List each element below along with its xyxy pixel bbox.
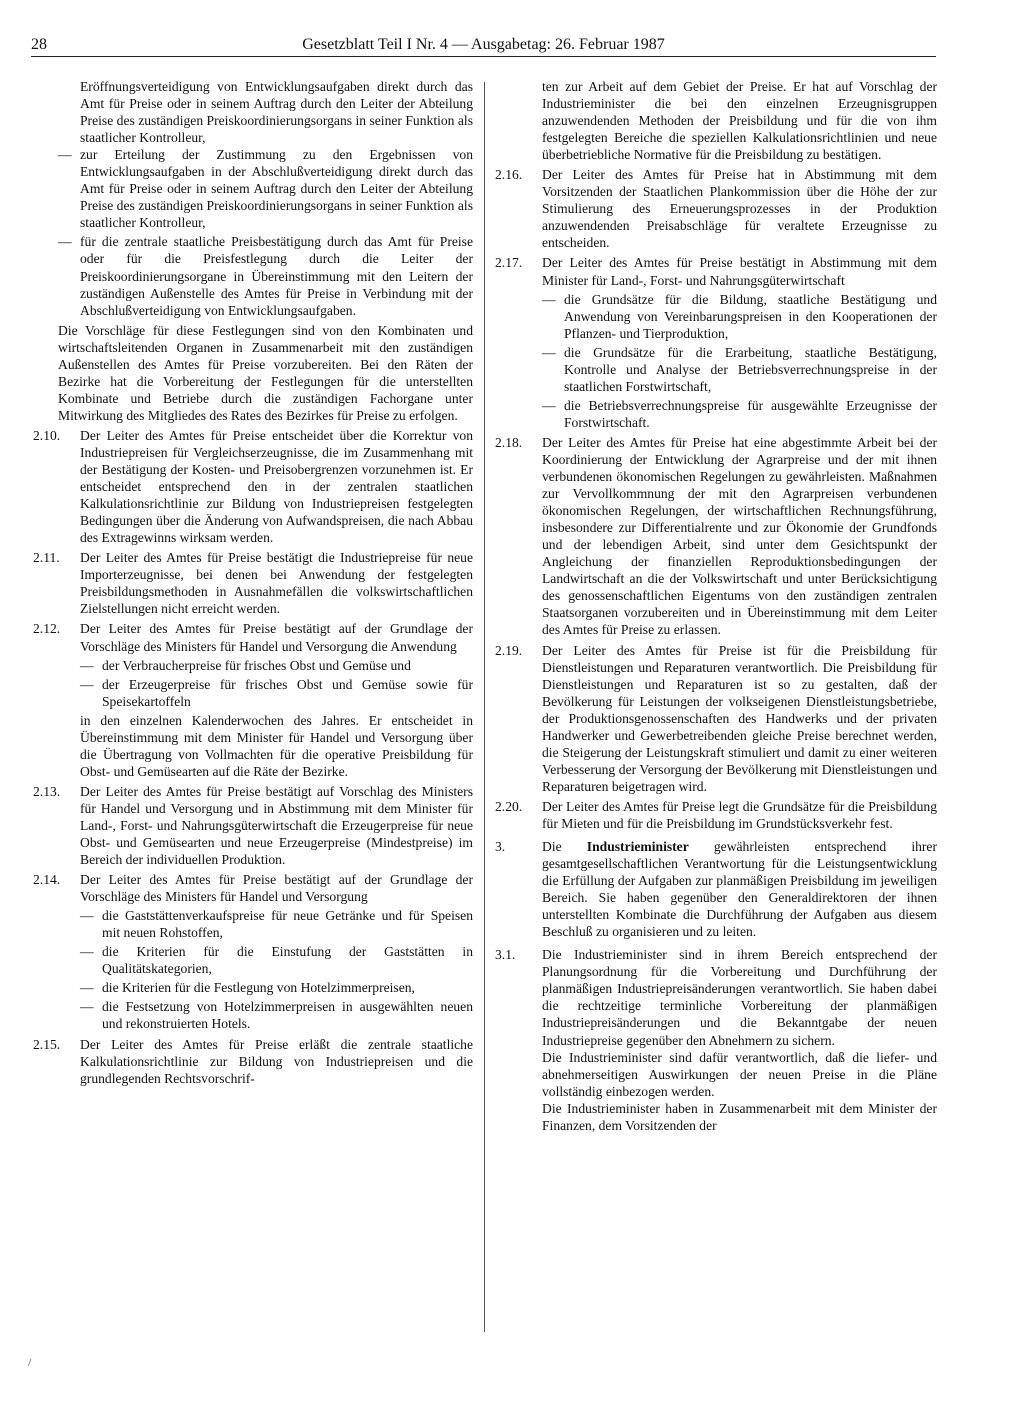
section-text: Der Leiter des Amtes für Preise legt die Grundsätze für die Preisbildung für Mieten und für die Preisbildung im Grundstücksverkehr fest. [542, 798, 937, 831]
section-text: Der Leiter des Amtes für Preise bestätigt in Abstimmung mit dem Minister für Land-, Forst- und Nahrungsgüterwirtschaft [542, 255, 937, 288]
list-item: — die Gaststättenverkaufspreise für neue Getränke und für Speisen mit neuen Rohstoffen, [80, 907, 473, 941]
intro-dash-list [33, 146, 473, 318]
section-2-17 [495, 254, 937, 430]
section-lead: Die [542, 839, 562, 855]
section-2-10 [33, 427, 473, 546]
section-number: 2.11. [33, 550, 60, 566]
section-number: 2.19. [495, 642, 523, 658]
paragraph-intro [33, 78, 473, 146]
section-body: gewährleisten entsprechend ihrer gesamtgesellschaftlichen Verantwortung für die Leistungsentwicklung die Erfüllung der Aufgaben zur planmäßigen Preisbildung im jeweiligen Bereich. Sie haben gegenüber den Generaldirektoren der ihnen unterstellten Kombinate die Durchführung der Aufgaben aus diesem Beschluß zu organisieren und zu leiten. [542, 839, 937, 940]
section-2-11 [33, 549, 473, 617]
section-number: 2.20. [495, 798, 523, 814]
section-text: Der Leiter des Amtes für Preise erläßt die zentrale staatliche Kalkulationsrichtlinie zur Bildung von Industriepreisen und die grundlegenden Rechtsvorschrif- [80, 1036, 473, 1086]
list-item: — die Kriterien für die Festlegung von Hotelzimmerpreisen, [80, 979, 473, 996]
list-item: — die Grundsätze für die Erarbeitung, staatliche Bestätigung, Kontrolle und Analyse der Betriebsverrechnungspreise in der staatlichen Forstwirtschaft, [542, 344, 937, 395]
section-text: Der Leiter des Amtes für Preise bestätigt auf der Grundlage der Vorschläge des Ministers für Handel und Versorgung die Anwendung [80, 621, 473, 654]
section-number: 2.14. [33, 872, 61, 888]
section-text: Der Leiter des Amtes für Preise ist für die Preisbildung für Dienstleistungen und Reparaturen verantwortlich. Die Preisbildung für Dienstleistungen und Reparaturen ist so zu gestalten, daß der Bevölkerung für Leistungen der volkseigenen Dienstleistungsbetriebe, der Produktionsgenossenschaften des Handwerks und der privaten Handwerker und Gewerbetreibenden gleiche Preise berechnet werden, die Steigerung der Leistungskraft stimuliert und damit zu einer weiteren Verbesserung der Versorgung der Bevölkerung mit Dienstleistungen und Reparaturen beigetragen wird. [542, 642, 937, 794]
section-2-16 [495, 166, 937, 251]
paragraph-text: Eröffnungsverteidigung von Entwicklungsaufgaben direkt durch das Amt für Preise oder in seinem Auftrag durch den Leiter der Abteilung Preise des zuständigen Preiskoordinierungsorgans in seiner Funktion als staatlicher Kontrolleur, [80, 79, 473, 146]
list-item: — der Erzeugerpreise für frisches Obst und Gemüse sowie für Speisekartoffeln [80, 676, 473, 710]
section-keyword: Industrieminister [586, 839, 689, 855]
section-text: Der Leiter des Amtes für Preise hat eine abgestimmte Arbeit bei der Koordinierung der Entwicklung der Agrarpreise und der mit ihnen verbundenen ökonomischen Regelungen zu gewährleisten. Maßnahmen zur Vervollkommnung der mit den Agrarpreisen verbundenen ökonomischen Regelungen, der wirtschaftlichen Rechnungsführung, insbesondere zur Differentialrente und zur Ökonomie der Grundfonds und der lebendigen Arbeit, sind unter dem Gesichtspunkt der Angleichung der finanziellen Reproduktionsbedingungen der Landwirtschaft an die der Volkswirtschaft und unter Berücksichtigung des genossenschaftlichen Eigentums von den zuständigen zentralen Staatsorganen vorzubereiten und in Übereinstimmung mit dem Leiter des Amtes für Preise zu erlassen. [542, 434, 937, 638]
section-2-12 [33, 620, 473, 779]
section-text: Der Leiter des Amtes für Preise bestätigt auf Vorschlag des Ministers für Handel und Versorgung und in Abstimmung mit dem Minister für Land-, Forst- und Nahrungsgüterwirtschaft die Erzeugerpreise für neue Obst- und Gemüsearten und neue Erzeugerpreise (Mindestpreise) im Bereich der individuellen Produktion. [80, 783, 473, 868]
section-2-13 [33, 783, 473, 868]
header-title: Gesetzblatt Teil I Nr. 4 — Ausgabetag: 26. Februar 1987 [302, 36, 665, 53]
section-2-19 [495, 642, 937, 795]
left-column [33, 78, 473, 1087]
section-2-20 [495, 798, 937, 832]
list-item: — zur Erteilung der Zustimmung zu den Ergebnissen von Entwicklungsaufgaben in der Abschlußverteidigung direkt durch das Amt für Preise oder in seinem Auftrag durch den Leiter der Abteilung Preise des zuständigen Preiskoordinierungsorgans in seiner Funktion als staatlicher Kontrolleur, [58, 146, 473, 231]
section-number: 2.15. [33, 1036, 61, 1052]
section-2-18 [495, 434, 937, 639]
list-item: — die Grundsätze für die Bildung, staatliche Bestätigung und Anwendung von Vereinbarungspreisen in den Kooperationen der Pflanzen- und Tierproduktion, [542, 291, 937, 342]
section-text: Der Leiter des Amtes für Preise entscheidet über die Korrektur von Industriepreisen für Vergleichserzeugnisse, die im Zusammenhang mit der Bestätigung der Kosten- und Preisobergrenzen vorzunehmen ist. Er entscheidet entsprechend den in der zentralen staatlichen Kalkulationsrichtlinie zur Bildung von Industriepreisen festgelegten Bedingungen über die Änderung von Aufwandspreisen, die nach Abbau des Extragewinns wirksam werden. [80, 427, 473, 546]
section-text: Der Leiter des Amtes für Preise bestätigt auf der Grundlage der Vorschläge des Ministers für Handel und Versorgung [80, 872, 473, 905]
section-number: 2.18. [495, 434, 523, 450]
section-number: 2.10. [33, 427, 61, 443]
section-number: 3. [495, 839, 506, 855]
page-header [31, 34, 936, 57]
list-item: — die Betriebsverrechnungspreise für ausgewählte Erzeugnisse der Forstwirtschaft. [542, 397, 937, 431]
section-text-continued: Die Industrieminister haben in Zusammenarbeit mit dem Minister der Finanzen, dem Vorsitzenden der [542, 1100, 937, 1133]
section-text: Die Industrieminister sind in ihrem Bereich entsprechend der Planungsordnung für die Vorbereitung und Durchführung der planmäßigen Industriepreisänderungen verantwortlich. Sie haben dabei die rechtzeitige terminliche Vorbereitung der planmäßigen Industriepreisänderungen und die Bekanntgabe der neuen Industriepreise gegenüber den Abnehmern zu sichern. [542, 947, 937, 1048]
column-divider [484, 82, 485, 1332]
paragraph-proposals [33, 322, 473, 424]
section-2-15 [33, 1036, 473, 1087]
section-text-continued: ten zur Arbeit auf dem Gebiet der Preise. Er hat auf Vorschlag der Industrieminister die bei den einzelnen Erzeugnisgruppen anzuwendenden Methoden der Preisbildung und für die von ihm festgelegten Bereiche die speziellen Kalkulationsrichtlinien und neue überbetriebliche Normative für die Preisbildung zu bestätigen. [542, 79, 937, 163]
page-number: 28 [31, 36, 47, 53]
section-text: Der Leiter des Amtes für Preise hat in Abstimmung mit dem Vorsitzenden der Staatlichen Plankommission über die Höhe der zur Stimulierung des Erneuerungsprozesses in der Produktion anzuwendenden Preisabschläge für veraltete Erzeugnisse zu entscheiden. [542, 167, 937, 251]
paragraph-text: Die Vorschläge für diese Festlegungen sind von den Kombinaten und wirtschaftsleitenden Organen in Zusammenarbeit mit den zuständigen Außenstellen des Amtes für Preise vorzubereiten. Bei den Räten der Bezirke hat die Vorbereitung der Festlegungen für die unterstellten Kombinate und Betriebe durch die zuständigen Fachorgane unter Mitwirkung des Mitgliedes des Rates des Bezirkes für Preise zu erfolgen. [58, 322, 473, 423]
section-number: 3.1. [495, 947, 516, 963]
list-item: — die Festsetzung von Hotelzimmerpreisen in ausgewählten neuen und rekonstruierten Hotels. [80, 998, 473, 1032]
list-item: — für die zentrale staatliche Preisbestätigung durch das Amt für Preise oder für die Preisfestlegung durch die Leiter der Preiskoordinierungsorgane in Übereinstimmung mit den Leitern der zuständigen Außenstelle des Amtes für Preise in Verbindung mit der Abschlußverteidigung von Entwicklungsaufgaben. [58, 233, 473, 318]
section-3 [495, 838, 937, 940]
right-column [495, 78, 937, 1134]
section-number: 2.16. [495, 167, 523, 183]
section-text [542, 838, 937, 940]
section-2-14 [33, 871, 473, 1032]
list-item: — die Kriterien für die Einstufung der Gaststätten in Qualitätskategorien, [80, 943, 473, 977]
section-number: 2.13. [33, 783, 61, 799]
section-text-continued: Die Industrieminister sind dafür verantwortlich, daß die liefer- und abnehmerseitigen Auswirkungen der neuen Preise in die Pläne vollständig einbezogen werden. [542, 1049, 937, 1099]
section-3-1 [495, 946, 937, 1134]
section-number: 2.17. [495, 255, 523, 271]
section-text-continued: in den einzelnen Kalenderwochen des Jahres. Er entscheidet in Übereinstimmung mit dem Minister für Handel und Versorgung über die Übertragung von Vollmachten für die operative Preisbildung für Obst- und Gemüsearten auf die Räte der Bezirke. [80, 712, 473, 779]
section-number: 2.12. [33, 621, 61, 637]
section-2-15-continued [495, 78, 937, 163]
section-text: Der Leiter des Amtes für Preise bestätigt die Industriepreise für neue Importerzeugnisse, bei denen bei Anwendung der festgelegten Preisbildungsmethoden in Ausnahmefällen die volkswirtschaftlichen Zielstellungen nicht erreicht werden. [80, 550, 473, 617]
list-item: — der Verbraucherpreise für frisches Obst und Gemüse und [80, 657, 473, 674]
margin-mark: / [28, 1355, 32, 1369]
